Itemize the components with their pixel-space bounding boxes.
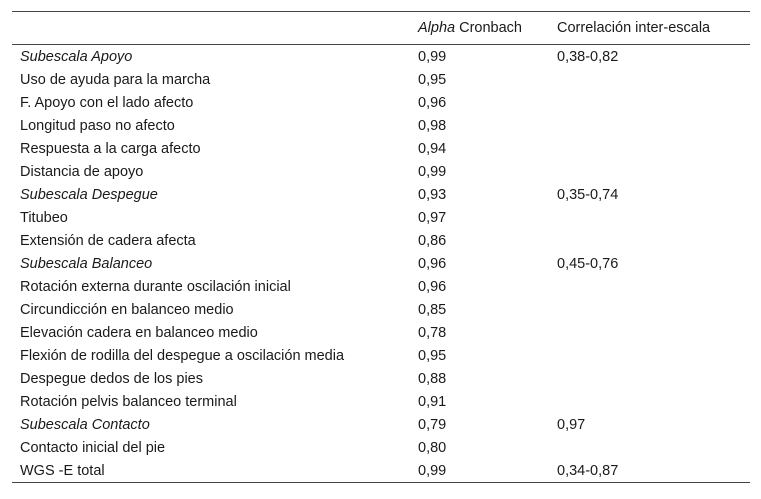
row-alpha-value: 0,88 [418,370,447,387]
table-row [12,459,750,483]
table-row [12,436,750,459]
row-label: Elevación cadera en balanceo medio [20,324,258,341]
row-alpha-value: 0,99 [418,48,447,65]
reliability-table [12,11,750,483]
table-row [12,137,750,160]
row-correlation-value: 0,45-0,76 [557,255,619,272]
table-body [12,45,750,483]
header-row [12,12,750,45]
table-row [12,183,750,206]
table-row [12,344,750,367]
row-correlation-value [549,321,750,344]
header-cronbach-word: Cronbach [455,20,522,36]
row-label: Flexión de rodilla del despegue a oscilación media [20,347,345,364]
row-label: Respuesta a la carga afecto [20,140,201,157]
row-correlation-value [549,114,750,137]
row-label: Rotación pelvis balanceo terminal [20,393,237,410]
table-row [12,252,750,275]
row-correlation-value [549,137,750,160]
row-alpha-value: 0,95 [418,71,447,88]
table-row [12,298,750,321]
row-correlation-value [549,436,750,459]
row-label: Subescala Despegue [20,186,158,203]
table-row [12,321,750,344]
row-alpha-value: 0,96 [418,94,447,111]
row-label: Contacto inicial del pie [20,439,166,456]
table-row [12,390,750,413]
row-correlation-value [549,344,750,367]
row-correlation-value: 0,35-0,74 [557,186,619,203]
row-correlation-value [549,68,750,91]
table-row [12,275,750,298]
row-label: Rotación externa durante oscilación inicial [20,278,291,295]
row-label: Subescala Contacto [20,416,150,433]
row-alpha-value: 0,94 [418,140,447,157]
row-alpha-value: 0,98 [418,117,447,134]
row-correlation-value [549,367,750,390]
row-correlation-value: 0,97 [557,416,586,433]
table-row [12,206,750,229]
row-label: F. Apoyo con el lado afecto [20,94,194,111]
row-label: Despegue dedos de los pies [20,370,203,387]
row-label: Subescala Apoyo [20,48,133,65]
row-alpha-value: 0,79 [418,416,447,433]
row-alpha-value: 0,99 [418,163,447,180]
table-row [12,160,750,183]
header-alpha-cronbach [410,12,549,45]
row-label: Titubeo [20,209,68,226]
row-alpha-value: 0,95 [418,347,447,364]
row-alpha-value: 0,91 [418,393,447,410]
row-label: Distancia de apoyo [20,163,144,180]
row-alpha-value: 0,96 [418,255,447,272]
row-correlation-value: 0,34-0,87 [549,459,750,483]
table-row [12,229,750,252]
table-row [12,68,750,91]
row-alpha-value: 0,78 [418,324,447,341]
row-label: WGS -E total [12,459,410,483]
row-alpha-value: 0,85 [418,301,447,318]
row-correlation-value: 0,38-0,82 [557,48,619,65]
row-alpha-value: 0,93 [418,186,447,203]
row-alpha-value: 0,97 [418,209,447,226]
table-row [12,413,750,436]
row-label: Subescala Balanceo [20,255,153,272]
row-correlation-value [549,160,750,183]
row-correlation-value [549,390,750,413]
row-correlation-value [549,91,750,114]
row-alpha-value: 0,80 [418,439,447,456]
row-label: Longitud paso no afecto [20,117,175,134]
reliability-table-container [12,11,750,483]
row-label: Circundicción en balanceo medio [20,301,234,318]
table-row [12,367,750,390]
row-alpha-value: 0,86 [418,232,447,249]
row-alpha-value: 0,96 [418,278,447,295]
header-correlation: Correlación inter-escala [549,12,750,45]
table-row [12,114,750,137]
table-header [12,12,750,45]
row-alpha-value: 0,99 [410,459,549,483]
header-alpha-word: Alpha [418,20,456,36]
table-row [12,91,750,114]
row-correlation-value [549,229,750,252]
header-item [12,12,410,45]
table-row [12,45,750,69]
row-label: Uso de ayuda para la marcha [20,71,211,88]
row-correlation-value [549,298,750,321]
row-correlation-value [549,275,750,298]
row-correlation-value [549,206,750,229]
row-label: Extensión de cadera afecta [20,232,196,249]
